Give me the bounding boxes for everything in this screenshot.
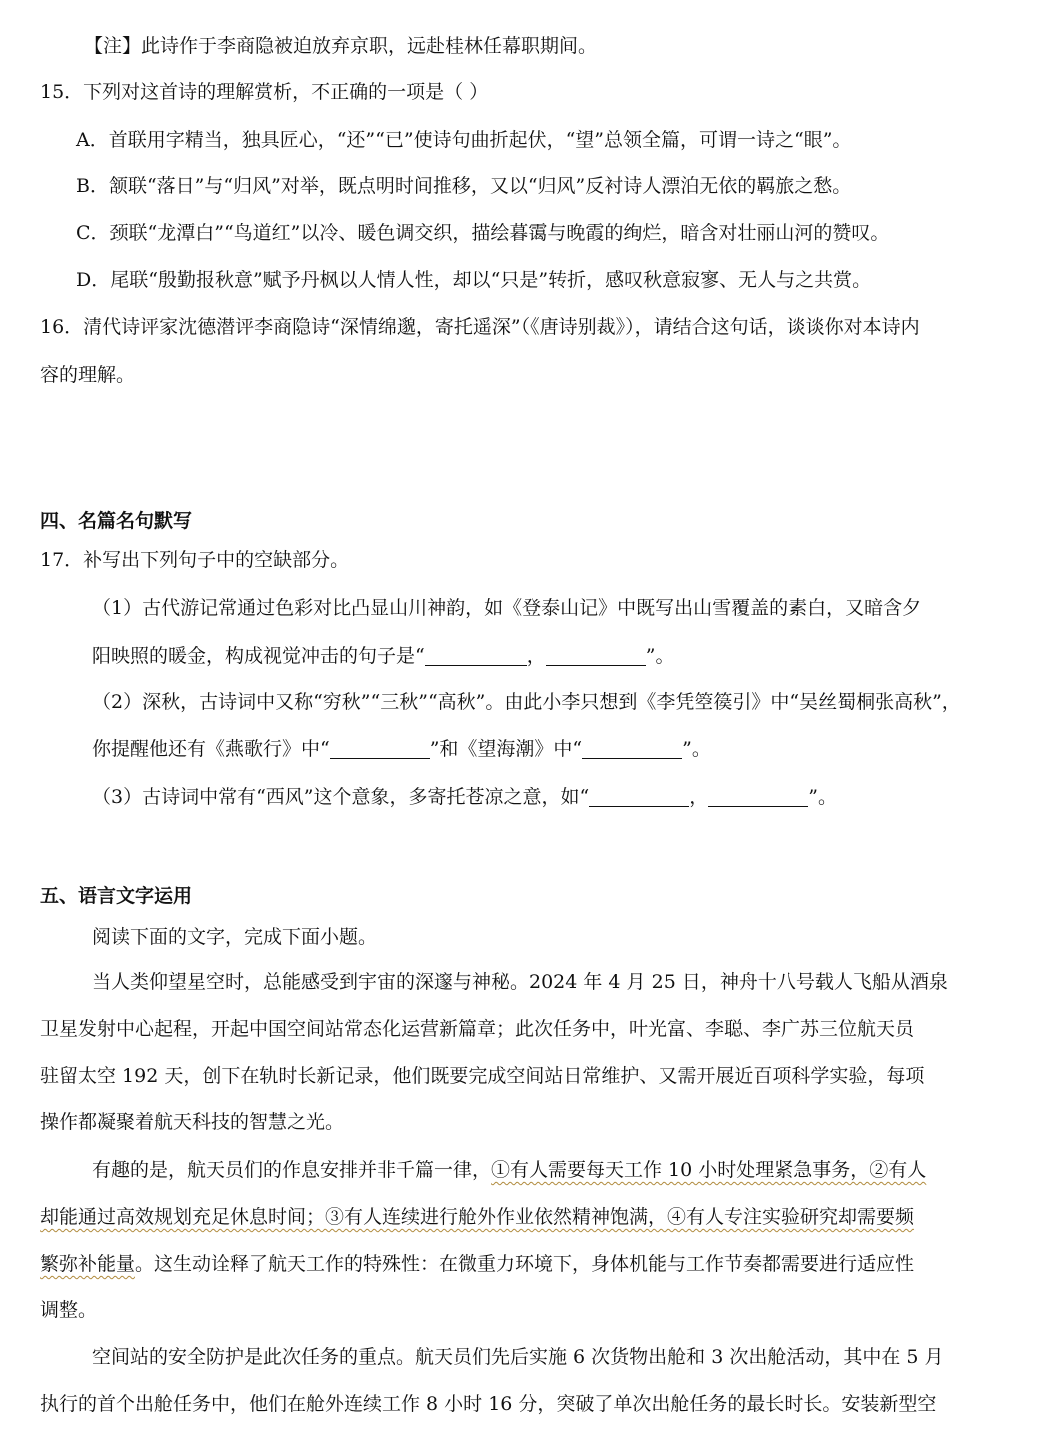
text: ”和《望海潮》中“: [429, 738, 583, 760]
fill-blank[interactable]: [546, 645, 646, 666]
poem-note: 【注】此诗作于李商隐被迫放弃京职，远赴桂林任幕职期间。: [84, 35, 598, 57]
wavy-underlined-text: 却能通过高效规划充足休息时间；③有人连续进行舱外作业依然精神饱满，④有人专注实验研究却需要频: [40, 1206, 915, 1228]
text: ”。: [645, 645, 675, 667]
paragraph-2-line-3: [40, 1250, 914, 1278]
fill-blank[interactable]: [330, 738, 430, 759]
text: （3）古诗词中常有“西风”这个意象，多寄托苍凉之意，如“: [92, 786, 590, 808]
fill-blank[interactable]: [425, 645, 527, 666]
text: 阳映照的暖金，构成视觉冲击的句子是“: [92, 645, 425, 667]
question-16-line-1: 16．清代诗评家沈德潜评李商隐诗“深情绵邈，寄托遥深”（《唐诗别裁》），请结合这句话，谈谈你对本诗内: [40, 316, 920, 338]
fill-blank[interactable]: [708, 786, 808, 807]
question-15-stem: 15．下列对这首诗的理解赏析，不正确的一项是（ ）: [40, 81, 489, 103]
paragraph-2-line-4: 调整。: [40, 1299, 98, 1321]
paragraph-3-line-1: 空间站的安全防护是此次任务的重点。航天员们先后实施 6 次货物出舱和 3 次出舱活动，其中在 5 月: [92, 1346, 944, 1368]
question-17-item-3: [92, 783, 837, 811]
question-17-item-2-line-1: （2）深秋，古诗词中又称“穷秋”“三秋”“高秋”。由此小李只想到《李凭箜篌引》中“吴丝蜀桐张高秋”，: [92, 691, 961, 713]
text: ”。: [808, 786, 837, 808]
paragraph-2-line-1: [92, 1156, 926, 1184]
paragraph-3-line-2: 执行的首个出舱任务中，他们在舱外连续工作 8 小时 16 分，突破了单次出舱任务的最长时长。安装新型空: [40, 1393, 937, 1415]
question-15-option-c: C．颈联“龙潭白”“鸟道红”以冷、暖色调交织，描绘暮霭与晚霞的绚烂，暗含对壮丽山河的赞叹。: [76, 222, 890, 244]
text: 有趣的是，航天员们的作息安排并非千篇一律，: [92, 1159, 492, 1181]
paragraph-1-line-1: 当人类仰望星空时，总能感受到宇宙的深邃与神秘。2024 年 4 月 25 日，神舟十八号载人飞船从酒泉: [92, 971, 948, 993]
question-17-item-2-line-2: [92, 735, 711, 763]
paragraph-1-line-3: 驻留太空 192 天，创下在轨时长新记录，他们既要完成空间站日常维护、又需开展近百项科学实验，每项: [40, 1065, 925, 1087]
question-17-item-1-line-2: [92, 642, 674, 670]
question-16-line-2: 容的理解。: [40, 364, 136, 386]
fill-blank[interactable]: [582, 738, 682, 759]
fill-blank[interactable]: [589, 786, 689, 807]
paragraph-1-line-2: 卫星发射中心起程，开起中国空间站常态化运营新篇章；此次任务中，叶光富、李聪、李广苏三位航天员: [40, 1018, 915, 1040]
paragraph-2-line-2: [40, 1203, 914, 1231]
paragraph-1-line-4: 操作都凝聚着航天科技的智慧之光。: [40, 1111, 345, 1133]
text: 你提醒他还有《燕歌行》中“: [92, 738, 330, 760]
section-5-title: 五、语言文字运用: [40, 885, 193, 907]
section-5-intro: 阅读下面的文字，完成下面小题。: [92, 926, 378, 948]
section-4-title: 四、名篇名句默写: [40, 510, 193, 532]
question-17-stem: 17．补写出下列句子中的空缺部分。: [40, 549, 350, 571]
question-15-option-b: B．颔联“落日”与“归风”对举，既点明时间推移，又以“归风”反衬诗人漂泊无依的羁旅之愁。: [76, 175, 852, 197]
text: 。这生动诠释了航天工作的特殊性：在微重力环境下，身体机能与工作节奏都需要进行适应性: [135, 1253, 915, 1275]
question-15-option-a: A．首联用字精当，独具匠心，“还”“已”使诗句曲折起伏，“望”总领全篇，可谓一诗之“眼”。: [76, 129, 852, 151]
text: ，: [526, 645, 546, 667]
question-17-item-1-line-1: （1）古代游记常通过色彩对比凸显山川神韵，如《登泰山记》中既写出山雪覆盖的素白，又暗含夕: [92, 597, 922, 619]
wavy-underlined-text: ①有人需要每天工作 10 小时处理紧急事务，②有人: [491, 1159, 927, 1181]
text: ，: [689, 786, 709, 808]
wavy-underlined-text: 繁弥补能量: [40, 1253, 136, 1275]
text: ”。: [682, 738, 711, 760]
question-15-option-d: D．尾联“殷勤报秋意”赋予丹枫以人情人性，却以“只是”转折，感叹秋意寂寥、无人与之共赏。: [76, 269, 872, 291]
